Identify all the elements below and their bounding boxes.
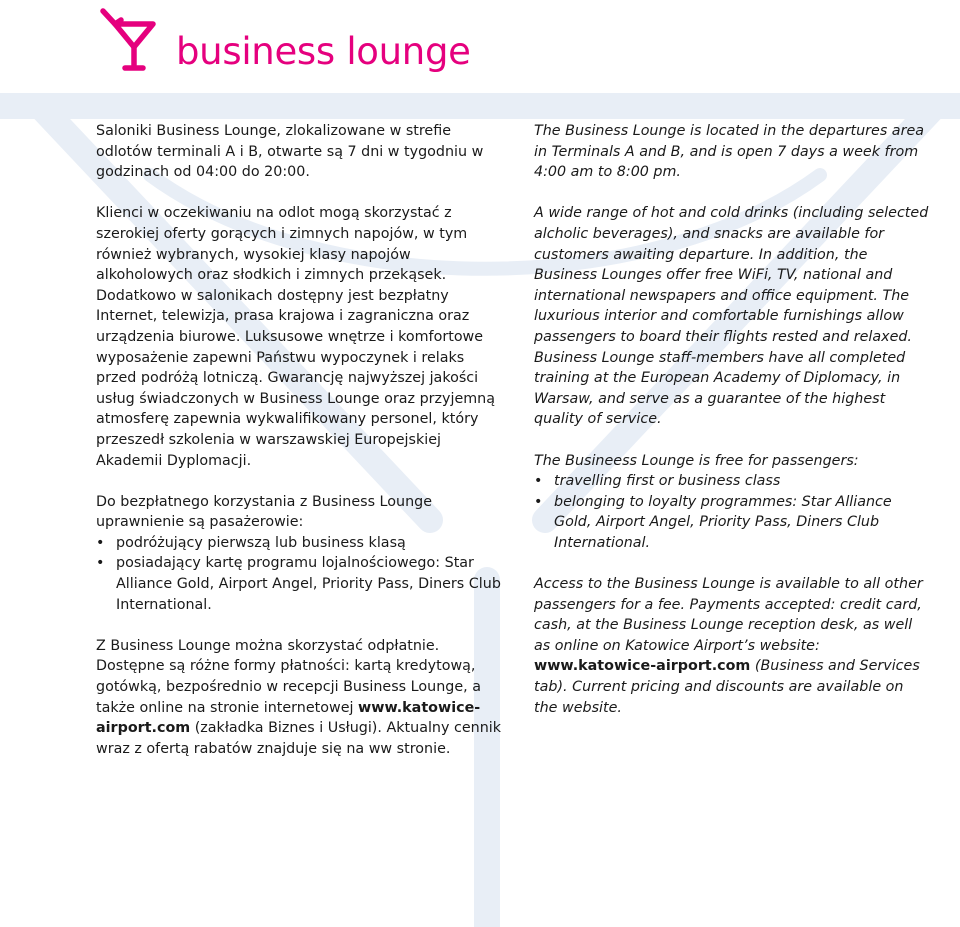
list-item: • podróżujący pierwszą lub business klasą	[96, 533, 504, 554]
list-item: • belonging to loyalty programmes: Star Alliance Gold, Airport Angel, Priority Pass, Diners Club International.	[534, 492, 929, 554]
pl-opening-hours: Saloniki Business Lounge, zlokalizowane w strefie odlotów terminali A i B, otwarte są 7 dni w tygodniu w godzinach od 04:00 do 20:00.	[96, 123, 484, 181]
pl-website-link[interactable]: www.katowice-airport.com	[96, 699, 481, 737]
en-services-description: A wide range of hot and cold drinks (including selected alcholic beverages), and snacks are available for customers awaiting departure. In addition, the Business Lounges offer free WiFi, TV, national and international newspapers and office equipment. The luxurious interior and comfortable furnishings allow passengers to board their flights rested and relaxed. Business Lounge staff-members have all completed training at the European Academy of Diplomacy, in Warsaw, and serve as a guarantee of the highest quality of service.	[534, 205, 929, 428]
pl-services-description: Klienci w oczekiwaniu na odlot mogą skorzystać z szerokiej oferty gorących i zimnych napojów, w tym również wybranych, wysokiej klasy napojów alkoholowych oraz słodkich i zimnych przekąsek. Dodatkowo w salonikach dostępny jest bezpłatny Internet, telewizja, prasa krajowa i zagraniczna oraz urządzenia biurowe. Luksusowe wnętrze i komfortowe wyposażenie zapewni Państwu wypoczynek i relaks przed podróżą lotniczą. Gwarancję najwyższej jakości usług świadczonych w Business Lounge oraz przyjemną atmosferę zapewnia wykwalifikowany personel, który przeszedł szkolenia w warszawskiej Europejskiej Akademii Dyplomacji.	[96, 205, 496, 469]
en-free-access-intro: The Busineess Lounge is free for passengers:	[534, 452, 859, 469]
pl-paid-access-text: Z Business Lounge można skorzystać odpłatnie. Dostępne są różne formy płatności: kartą kredytową, gotówką, bezpośrednio w recepcji Business Lounge, a także online na stronie internetowej	[96, 637, 481, 716]
en-website-link[interactable]: www.katowice-airport.com	[534, 658, 751, 675]
en-paid-access-text-end: (Business and Services tab). Current pricing and discounts are available on the website.	[534, 658, 920, 716]
en-eligibility-list	[534, 471, 929, 553]
en-paid-access	[534, 574, 929, 718]
en-opening-hours: The Business Lounge is located in the departures area in Terminals A and B, and is open 7 days a week from 4:00 am to 8:00 pm.	[534, 123, 925, 181]
english-column	[534, 121, 929, 739]
pl-paid-access-text-end: (zakładka Biznes i Usługi). Aktualny cennik wraz z ofertą rabatów znajduje się na ww stronie.	[96, 720, 502, 757]
pl-eligibility-list	[96, 533, 504, 615]
en-paid-access-text: Access to the Business Lounge is available to all other passengers for a fee. Payments accepted: credit card, cash, at the Business Lounge reception desk, as well as online on Katowice Airport’s website:	[534, 576, 923, 654]
cocktail-glass-icon	[93, 2, 165, 72]
pl-paid-access	[96, 636, 504, 760]
polish-column	[96, 121, 504, 780]
list-item: • travelling first or business class	[534, 471, 929, 492]
page-title: business lounge	[176, 30, 471, 73]
list-item: • posiadający kartę programu lojalnościowego: Star Alliance Gold, Airport Angel, Priority Pass, Diners Club International.	[96, 553, 504, 615]
pl-free-access-intro: Do bezpłatnego korzystania z Business Lounge uprawnienie są pasażerowie:	[96, 493, 433, 531]
